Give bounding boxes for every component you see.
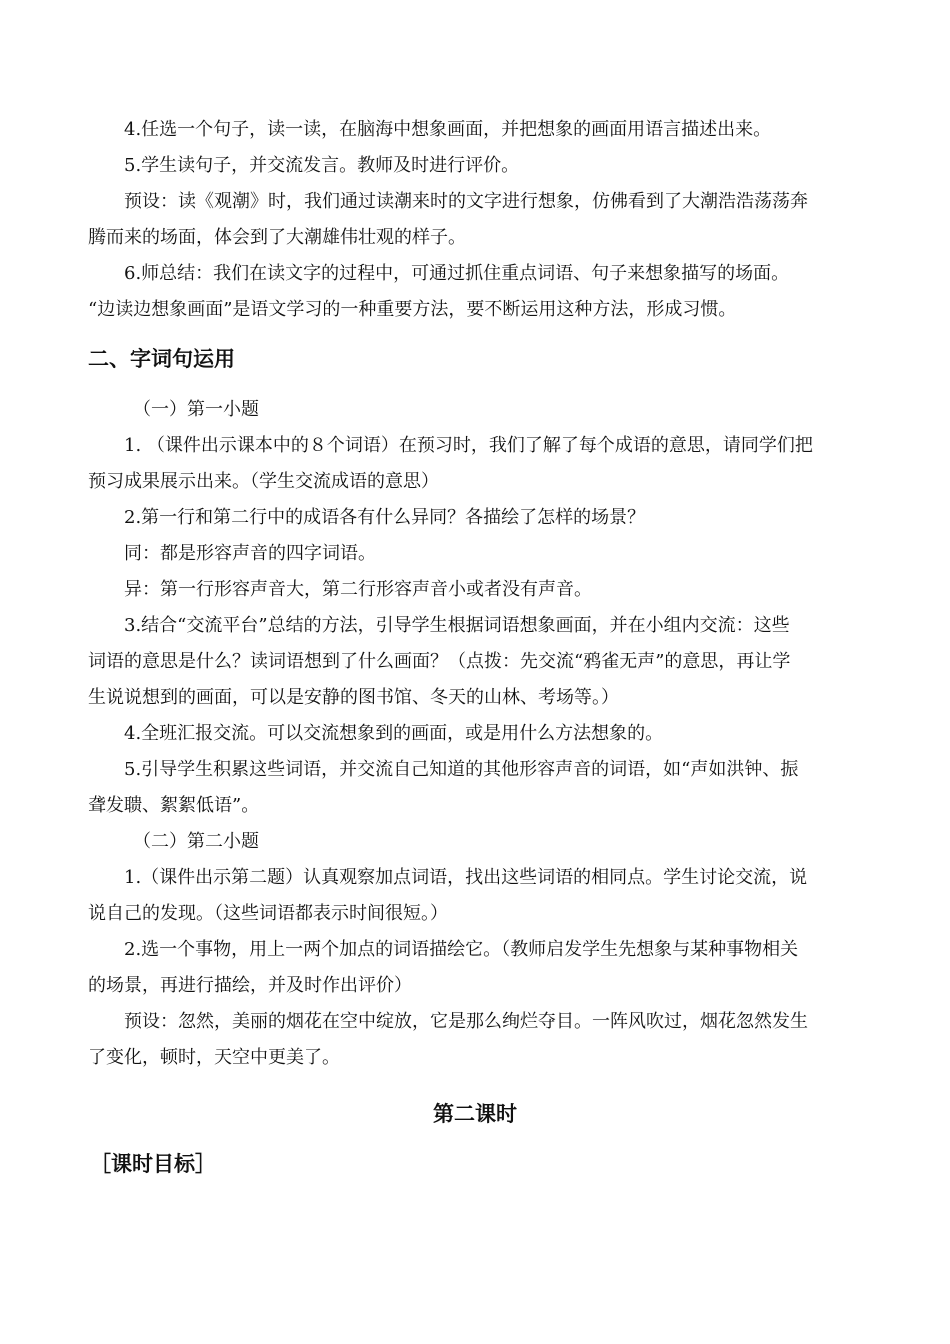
lesson-title: 第二课时 [433, 1102, 517, 1126]
section-heading: 二、字词句运用 [88, 347, 235, 371]
paragraph-line: 4.任选一个句子，读一读，在脑海中想象画面，并把想象的画面用语言描述出来。 [124, 119, 772, 140]
paragraph-line: 4.全班汇报交流。可以交流想象到的画面，或是用什么方法想象的。 [124, 723, 664, 744]
paragraph-line: 生说说想到的画面，可以是安静的图书馆、冬天的山林、考场等。） [88, 687, 619, 708]
objectives-heading: ［课时目标］ [90, 1152, 216, 1176]
paragraph-line: 词语的意思是什么？读词语想到了什么画面？（点拨：先交流“鸦雀无声”的意思，再让学 [88, 651, 791, 672]
paragraph-line: 6.师总结：我们在读文字的过程中，可通过抓住重点词语、句子来想象描写的场面。 [124, 263, 790, 284]
paragraph-line: 腾而来的场面，体会到了大潮雄伟壮观的样子。 [88, 227, 466, 248]
paragraph-line: 了变化，顿时，天空中更美了。 [88, 1047, 340, 1068]
subsection-label: （一）第一小题 [133, 399, 259, 420]
paragraph-line: 预习成果展示出来。（学生交流成语的意思） [88, 471, 439, 492]
paragraph-line: 说自己的发现。（这些词语都表示时间很短。） [88, 903, 448, 924]
paragraph-line: 预设：读《观潮》时，我们通过读潮来时的文字进行想象，仿佛看到了大潮浩浩荡荡奔 [124, 191, 808, 212]
paragraph-line: “边读边想象画面”是语文学习的一种重要方法，要不断运用这种方法，形成习惯。 [88, 299, 737, 320]
paragraph-line: 的场景，再进行描绘，并及时作出评价） [88, 975, 412, 996]
paragraph-line: 5.引导学生积累这些词语，并交流自己知道的其他形容声音的词语，如“声如洪钟、振 [124, 759, 799, 780]
paragraph-line: 2.第一行和第二行中的成语各有什么异同？各描绘了怎样的场景？ [124, 507, 646, 528]
paragraph-line: 聋发聩、絮絮低语”。 [88, 795, 260, 816]
paragraph-line: 预设：忽然，美丽的烟花在空中绽放，它是那么绚烂夺目。一阵风吹过，烟花忽然发生 [124, 1011, 808, 1032]
paragraph-line: 1. （课件出示课本中的８个词语）在预习时，我们了解了每个成语的意思，请同学们把 [124, 435, 813, 456]
paragraph-line: 3.结合“交流平台”总结的方法，引导学生根据词语想象画面，并在小组内交流：这些 [124, 615, 790, 636]
paragraph-line: 1.（课件出示第二题）认真观察加点词语，找出这些词语的相同点。学生讨论交流，说 [124, 867, 808, 888]
paragraph-line: 5.学生读句子，并交流发言。教师及时进行评价。 [124, 155, 520, 176]
paragraph-line: 同：都是形容声音的四字词语。 [124, 543, 376, 564]
subsection-label: （二）第二小题 [133, 831, 259, 852]
paragraph-line: 2.选一个事物，用上一两个加点的词语描绘它。（教师启发学生先想象与某种事物相关 [124, 939, 799, 960]
paragraph-line: 异：第一行形容声音大，第二行形容声音小或者没有声音。 [124, 579, 592, 600]
